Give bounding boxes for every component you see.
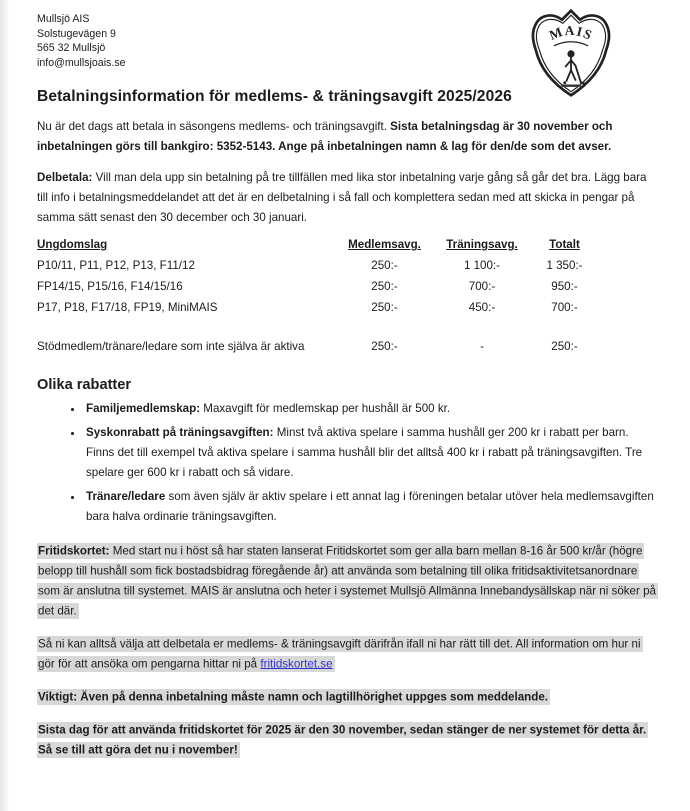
highlighted-text [37,543,658,620]
total-fee-cell: 950:- [551,280,578,293]
fees-table-head [37,238,597,259]
table-row [37,280,597,301]
fees-table [37,238,597,361]
intro-bold-deadline: Sista betalningsdag är 30 november och inbetalningen görs till bankgiro: 5352-5143. Ange på inbetalningen namn & lag för den/de som det avser. [37,120,613,153]
total-fee-cell: 250:- [551,340,578,353]
viktigt-text: Viktigt: Även på denna inbetalning måste namn och lagtillhörighet uppges som meddelande. [38,690,548,703]
col-header-traningsavg: Träningsavg. [446,238,518,251]
highlighted-text [37,636,643,673]
fritidskortet-text: Med start nu i höst så har staten lanserat Fritidskortet som ger alla barn mellan 8-16 år 500 kr/år (högre belopp till hushåll som fick bostadsbidrag föregående år) att använda som betalning till olika fritidsaktivitetsanordnare som är anslutna till systemet. MAIS är anslutna och heter i systemet Mullsjö Allmänna Innebandysällskap när ni söker på det där. [38,544,656,617]
total-fee-cell: 1 350:- [546,259,583,272]
col-header-medlemsavg: Medlemsavg. [348,238,421,251]
col-header-totalt: Totalt [549,238,580,251]
fritidskortet-link[interactable]: fritidskortet.se [260,657,333,670]
viktigt-paragraph [37,687,659,707]
delbetala-text: Vill man dela upp sin betalning på tre tillfällen med lika stor inbetalning varje gång så går det bra. Lägg bara till info i betalningsmeddelandet att det är en delbetalning i så fall och komplettera sedan med att skicka in pengar på samma sätt senast den 30 december och 30 januari. [37,171,647,224]
col-header-ungdomslag: Ungdomslag [37,238,108,251]
list-item [84,423,659,483]
member-fee-cell: 250:- [371,259,398,272]
fritidskortet-paragraph [37,541,659,621]
table-row [37,301,597,322]
sista-dag-paragraph [37,720,659,760]
member-fee-cell: 250:- [371,301,398,314]
group-cell: P10/11, P11, P12, P13, F11/12 [37,259,195,272]
sender-street: Solstugevägen 9 [37,27,116,40]
bullet-lead: Tränare/ledare [86,490,166,503]
table-row [37,259,597,280]
table-row-support-members [37,340,597,361]
fritidskort-delbetala-text: Så ni kan alltså välja att delbetala er medlems- & träningsavgift därifrån ifall ni har rätt till det. All information om hur ni gör för att ansöka om pengarna hittar ni på [38,637,641,670]
fees-header-row [37,238,597,259]
member-fee-cell: 250:- [371,280,398,293]
fritidskortet-lead: Fritidskortet: [38,544,110,557]
bullet-lead: Familjemedlemskap: [86,402,201,415]
page-content [37,12,659,760]
training-fee-cell: - [480,340,484,353]
sender-email: info@mullsjoais.se [37,56,126,69]
training-fee-cell: 700:- [468,280,496,293]
bullet-lead: Syskonrabatt på träningsavgiften: [86,426,274,439]
page-left-edge-shadow [0,0,9,811]
member-fee-cell: 250:- [371,340,398,353]
group-cell: P17, P18, F17/18, FP19, MiniMAIS [37,301,218,314]
list-item [84,399,659,419]
crest-motto-bar [561,85,581,87]
page-title: Betalningsinformation för medlems- & träningsavgift 2025/2026 [37,88,512,105]
discounts-heading: Olika rabatter [37,377,132,393]
training-fee-cell: 450:- [468,301,496,314]
highlighted-text [37,689,550,706]
fees-table-body [37,259,597,361]
bullet-text: Maxavgift för medlemskap per hushåll är 500 kr. [200,402,451,415]
sender-name: Mullsjö AIS [37,13,90,25]
sender-postal: 565 32 Mullsjö [37,42,106,54]
bullet-text: som även själv är aktiv spelare i ett annat lag i föreningen betalar utöver hela medlemsavgiften bara halva ordinarie träningsavgiften. [86,490,654,523]
fritidskort-delbetala-paragraph [37,634,659,674]
group-cell: FP14/15, P15/16, F14/15/16 [37,280,183,293]
discounts-list [37,399,659,527]
highlighted-text [37,722,648,759]
sista-dag-text: Sista dag för att använda fritidskortet för 2025 är den 30 november, sedan stänger de ner systemet för detta år. Så se till att göra det nu i november! [38,723,647,756]
list-item [84,487,659,527]
intro-paragraph [37,117,659,157]
delbetala-paragraph [37,168,659,228]
bullet-text: Minst två aktiva spelare i samma hushåll ger 200 kr i rabatt per barn. Finns det till exempel två aktiva spelare i samma hushåll blir det alltså 400 kr i rabatt på träningsavgiften. Tre spelare ger 600 kr i rabatt och så vidare. [86,426,643,479]
intro-text: Nu är det dags att betala in säsongens medlems- och träningsavgift. [37,120,391,133]
table-spacer-row [37,322,597,340]
delbetala-lead: Delbetala: [37,171,93,184]
training-fee-cell: 1 100:- [463,259,501,272]
mais-crest-icon [523,8,619,98]
crest-mais-text: MAIS [547,22,596,44]
total-fee-cell: 700:- [551,301,578,314]
group-cell: Stödmedlem/tränare/ledare som inte själva är aktiva [37,340,305,353]
